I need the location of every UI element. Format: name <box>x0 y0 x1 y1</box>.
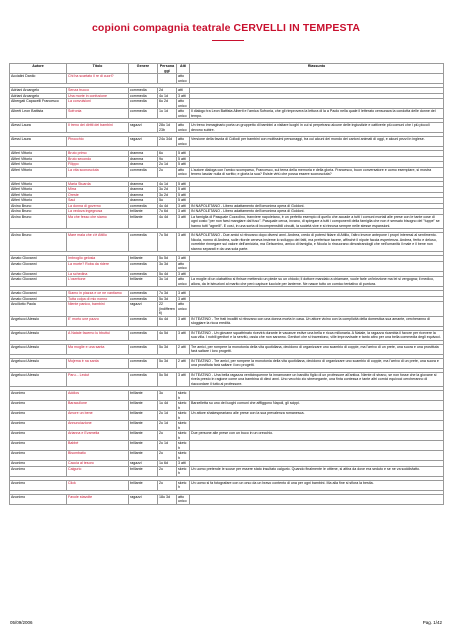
cell-acts: 3 atti <box>177 256 190 262</box>
cell-genre <box>129 74 158 84</box>
cell-title[interactable]: Il treno dei diritti dei bambini <box>67 123 129 133</box>
cell-author: Alfieri Vittorio <box>10 162 67 168</box>
cell-author: Anonimo <box>10 494 67 504</box>
cell-acts: 5 atti <box>177 151 190 157</box>
cell-acts: sketch <box>177 441 190 451</box>
cell-genre: commedia <box>129 344 158 354</box>
cell-acts: 5 atti <box>177 187 190 193</box>
cell-cast: 3u 2d <box>158 192 177 198</box>
cell-title[interactable]: Saul <box>67 198 129 204</box>
cell-summary: Un treno immaginario porta un gruppetto di bambini a visitare luoghi in cui si perpetrano alcune delle ingiustizie e cattiverie più comuni che i più piccoli devono subire. <box>190 123 444 133</box>
cell-cast: 2u <box>158 431 177 441</box>
page-title: copioni compagnia teatrale CERVELLI IN TEMPESTA <box>91 22 361 34</box>
cell-author: Angelucci Alessio <box>10 330 67 340</box>
cell-genre: brillante <box>129 209 158 215</box>
cell-cast: 5u 5d <box>158 256 177 262</box>
cell-genre: commedia <box>129 109 158 119</box>
cell-genre: dramma <box>129 192 158 198</box>
cell-genre: brillante <box>129 411 158 421</box>
cell-summary: Un attore shakespeariano alle prese con la sua prevalenza romanesca. <box>190 411 444 421</box>
cell-genre: brillante <box>129 466 158 476</box>
cell-genre: brillante <box>129 441 158 451</box>
cell-author: Anonimo <box>10 441 67 451</box>
cell-title[interactable]: A Natale facemo lu bbuttui <box>67 330 129 340</box>
cell-acts: sketch <box>177 451 190 461</box>
cell-genre: commedia <box>129 88 158 94</box>
cell-cast: 6u <box>158 151 177 157</box>
table-row <box>10 214 444 229</box>
cell-cast: 5u 3d <box>158 296 177 302</box>
cell-cast: 6u 4d <box>158 316 177 326</box>
table-row <box>10 316 444 326</box>
cell-genre: commedia <box>129 99 158 109</box>
cell-title[interactable]: Sofronia <box>67 109 129 119</box>
cell-summary <box>190 494 444 504</box>
cell-genre: commedia <box>129 358 158 368</box>
cell-summary: IN NAPOLETANO - Due amici si ritrovano dopo diversi anni. Andrea, credo di potersi fidare di Attilio, l'altro invece antepone i propri interessi al sentimento. Nicola, nonno di Andrea, sulle ritorde ceneva insieme lo sviluppo dei fatti, ma preferisce tacere, affinché il nipote faccia esperienza. Andrea, ferito e deluso, vorrebbe rinnegare sul valore dell'amicizia, ma Gelsomino, amico di famiglia, e Nicola lo rincuorano dimostrandogli che nell'umanità il male e il bene non stanno separati e da una sola parte. <box>190 233 444 252</box>
cell-author: Amato Giovanni <box>10 291 67 297</box>
column-header-genre: Genere <box>129 64 158 74</box>
cell-cast: 1u 4d <box>158 401 177 411</box>
table-row <box>10 344 444 354</box>
cell-cast: 2u <box>158 466 177 476</box>
table-row <box>10 74 444 84</box>
cell-title[interactable]: La convulsioni <box>67 99 129 109</box>
cell-genre: dramma <box>129 181 158 187</box>
cell-title[interactable]: Senza trucco <box>67 88 129 94</box>
cell-acts: 3 atti <box>177 93 190 99</box>
cell-summary: Un uomo si fa fotografare con un orso da un bravo contento di una per ogni bambini. Ma alla fine si sfiora la bestia. <box>190 480 444 490</box>
cell-genre: ragazzi <box>129 123 158 133</box>
cell-acts: atto unico <box>177 261 190 271</box>
cell-acts: 3 atti <box>177 330 190 340</box>
cell-title[interactable]: Chi ha scartato il re di cuori? <box>67 74 129 84</box>
cell-cast <box>158 74 177 84</box>
cell-cast: 3u 3d <box>158 261 177 271</box>
cell-cast: 4u 4d <box>158 203 177 209</box>
cell-cast: 18u 3d <box>158 494 177 504</box>
cell-cast: 1u 6d <box>158 461 177 467</box>
cell-acts: 5 atti <box>177 198 190 204</box>
cell-cast: 2u 1d <box>158 411 177 421</box>
table-row <box>10 480 444 490</box>
cell-cast: 4u 1d <box>158 93 177 99</box>
cell-genre: brillante <box>129 401 158 411</box>
table-row <box>10 277 444 287</box>
cell-summary: La famiglia di Pasquale Cozzolino, tranviere napoletano, è un perfetto esempio di quello che accade a tutti i comuni mortali alle prese con le tante cose di ogni costo "per non farsi mangiare dal fuso". Pasquale cerca, invano, di spiegare a tutti i componenti della famiglia che non è sensato bisogno del "tuppe" se hanno tutti "agnelli". E così, in una sorta di incomprensibili circuiti, la società vive e si rinnova sempre nelle stesse espansioni. <box>190 214 444 229</box>
cell-cast: 24u 34d <box>158 137 177 147</box>
column-header-title: Titolo <box>67 64 129 74</box>
cell-summary: Versione della favola di Collodi per bambini con moltissimi personaggi, tra cui alcuni dei mondo dei cartoni animati di oggi, e alcuni pezzi in inglese. <box>190 137 444 147</box>
cell-cast: 6u 2d <box>158 99 177 109</box>
cell-acts: 3 atti <box>177 372 190 387</box>
cell-title[interactable]: Ma che fesso che siamo <box>67 214 129 229</box>
cell-author: Amato Giovanni <box>10 256 67 262</box>
cell-title[interactable]: Oreste <box>67 192 129 198</box>
cell-author: Angelucci Alessio <box>10 316 67 326</box>
cell-summary <box>190 261 444 271</box>
cell-cast: 2u 1d <box>158 421 177 431</box>
cell-title[interactable]: La vedova ingegnosa <box>67 209 129 215</box>
cell-summary: IN TEATINO - Tre amici, per rompere la monotonia della vita quotidiana, decidono di organizzare uno scambio di coppie, ma l'arrivo di un prete, una suora e una prostituta farà saltare i loro progetti. <box>190 358 444 368</box>
cell-acts: atto unico <box>177 167 190 177</box>
table-body <box>10 74 444 505</box>
cell-summary: La moglie di un ciabattino si finisce mettendo un piede su un chiodo; il dottore mandato a chiamare, vuole farle un'iniezione ma lei si vergogna; il medico, allora, da le istruzioni al marito che però capisce lucciole per lanterne. Ne nasce tutto un comico tentativo di puntura. <box>190 277 444 287</box>
cell-cast: 2u <box>158 167 177 177</box>
cell-summary: IN TEATINO - Una bella ragazza venticinquenne fa innamorare un bandito figlio di un professore all'antica. Niente di strano, se non fosse che la giovane si rivela presto in ragione come una bambina di dieci anni. Uno vecchio zio sbrevegante, una finta contessa e tante altri comici equivoci cercheranno di riaccordare il tutto al professore. <box>190 372 444 387</box>
cell-title[interactable]: Bruto primo <box>67 151 129 157</box>
table-row <box>10 494 444 504</box>
cell-genre: dramma <box>129 162 158 168</box>
cell-title[interactable]: La schedina <box>67 271 129 277</box>
cell-author: Alfieri Vittorio <box>10 187 67 193</box>
cell-genre: commedia <box>129 167 158 177</box>
cell-author: Ancillotto Paola <box>10 302 67 317</box>
cell-title[interactable]: Niente panico, bambini <box>67 302 129 317</box>
cell-author: Anonimo <box>10 411 67 421</box>
cell-cast: 4u 4d <box>158 214 177 229</box>
cell-summary <box>190 74 444 84</box>
title-underline <box>212 40 244 41</box>
cell-author: Amato Giovanni <box>10 271 67 277</box>
cell-author: Anonimo <box>10 401 67 411</box>
cell-acts: atto unico <box>177 137 190 147</box>
cell-title[interactable]: Mirra <box>67 187 129 193</box>
cell-author: Alfieri Vittorio <box>10 151 67 157</box>
cell-author: Adriani Arcangelo <box>10 93 67 99</box>
cell-cast: 5u 3d <box>158 358 177 368</box>
cell-cast: 2u <box>158 480 177 490</box>
cell-title[interactable]: Mojema è na santa <box>67 358 129 368</box>
cell-title[interactable]: Filippo <box>67 162 129 168</box>
cell-cast: 2d <box>158 88 177 94</box>
cell-cast: 22 (indifferenti) <box>159 302 175 315</box>
catalog-table <box>9 63 444 505</box>
table-row <box>10 421 444 431</box>
cell-cast: 7u 3d <box>158 291 177 297</box>
cell-cast: 5u <box>158 198 177 204</box>
table-row <box>10 431 444 441</box>
table-row <box>10 123 444 133</box>
cell-title[interactable]: Bruto secondo <box>67 156 129 162</box>
cell-acts: atto unico <box>177 123 190 133</box>
column-header-author: Autore <box>10 64 67 74</box>
cell-title[interactable]: Maria Stuarda <box>67 181 129 187</box>
cell-author: Accialini Danilo <box>10 74 67 84</box>
cell-genre: brillante <box>129 451 158 461</box>
cell-author: Alessi Laura <box>10 137 67 147</box>
cell-acts: 5 atti <box>177 192 190 198</box>
cell-author: Anonimo <box>10 466 67 476</box>
cell-title[interactable]: Amore un bene <box>67 411 129 421</box>
cell-acts: atto unico <box>177 74 190 84</box>
table-row <box>10 99 444 109</box>
cell-cast: 2u 1d <box>158 162 177 168</box>
cell-author: Alvino Bruno <box>10 203 67 209</box>
cell-summary: Barzelletta su uno dei luoghi comuni che affliggono Napoli, gli scippi. <box>190 401 444 411</box>
cell-title[interactable]: Paru... Leciut <box>67 372 129 387</box>
cell-acts: 3 atti <box>177 214 190 229</box>
cell-title[interactable]: Favole stavolte <box>67 494 129 504</box>
table-row <box>10 167 444 177</box>
cell-acts: atto unico <box>177 494 190 504</box>
cell-genre: brillante <box>129 421 158 431</box>
cell-genre: commedia <box>129 291 158 297</box>
cell-genre: ragazzi <box>129 302 158 317</box>
cell-title[interactable]: Baracullone <box>67 401 129 411</box>
cell-cast: 5u 3d <box>158 344 177 354</box>
cell-genre: commedia <box>129 93 158 99</box>
table-row <box>10 391 444 401</box>
cell-genre: brillante <box>129 256 158 262</box>
table-header-row <box>10 64 444 74</box>
table-row <box>10 233 444 252</box>
cell-acts: sketch <box>177 411 190 421</box>
cell-author: Angelucci Alessio <box>10 358 67 368</box>
cell-acts: sketch <box>177 391 190 401</box>
cell-acts: 3 atti <box>177 316 190 326</box>
table-row <box>10 330 444 340</box>
cell-acts: atto unico <box>177 277 190 287</box>
table-row <box>10 466 444 476</box>
cell-author: Alfieri Vittorio <box>10 156 67 162</box>
cell-author: Amato Giovanni <box>10 261 67 271</box>
footer-date: 05/09/2006 <box>10 620 33 625</box>
cell-cast: 9u <box>158 156 177 162</box>
cell-author: Alfieri Vittorio <box>10 198 67 204</box>
cell-acts: 5 atti <box>177 156 190 162</box>
cell-author: Alvino Bruno <box>10 209 67 215</box>
cell-cast: 7u 5d <box>158 233 177 252</box>
cell-author: Amato Giovanni <box>10 277 67 287</box>
cell-acts: sketch <box>177 480 190 490</box>
cell-genre: brillante <box>129 277 158 287</box>
cell-author: Anonimo <box>10 421 67 431</box>
cell-summary <box>190 99 444 109</box>
cell-author: Adriani Arcangelo <box>10 88 67 94</box>
cell-title[interactable]: Ma moglie e una santa <box>67 344 129 354</box>
cell-summary <box>190 421 444 431</box>
cell-author: Angelucci Alessio <box>10 372 67 387</box>
cell-cast: 3u 1d <box>158 277 177 287</box>
cell-title[interactable]: Siamo in piazza e ce ne vantiamo <box>67 291 129 297</box>
cell-genre: brillante <box>129 480 158 490</box>
cell-author: Albergati Capacelli Francesco <box>10 99 67 109</box>
cell-acts: 3 atti <box>177 461 190 467</box>
cell-cast: 3u <box>158 391 177 401</box>
cell-author: Alfieri Vittorio <box>10 181 67 187</box>
cell-cast: 5u 5d <box>158 372 177 387</box>
cell-title[interactable]: E' morto une pazzo <box>67 316 129 326</box>
cell-title[interactable]: Caccia al tesoro <box>67 461 129 467</box>
cell-summary: L'autore dialoga con l'amico scomparso, Francesco, sul tema della memoria e della gloria. Francesco, buon conversatore e uomo esemplare, si mostra tenero lasciar nulla di scritto; e gloria la sua? Esiste virtù che possa essere sconosciuta? <box>190 167 444 177</box>
cell-summary: IN NAPOLETANO - Libero adattamento dell'omonima opera di Goldoni. <box>190 203 444 209</box>
cell-title[interactable]: Babbè <box>67 441 129 451</box>
cell-summary: Il dialogo tra Leon Battista Alberti e l'amica Sofronia, che gli rimprovera la lettura di la a Paolo nella quale il letterato censurava la condotta delle donne del tempo. <box>190 109 444 119</box>
cell-author: Anonimo <box>10 451 67 461</box>
cell-acts: sketch <box>177 401 190 411</box>
cell-genre: dramma <box>129 156 158 162</box>
cell-cast: 3u 2d <box>158 187 177 193</box>
cell-cast: 2u 1d <box>158 441 177 451</box>
cell-title[interactable]: Click <box>67 480 129 490</box>
cell-genre: ragazzi <box>129 494 158 504</box>
cell-title[interactable]: Imbroglio gelosia <box>67 256 129 262</box>
cell-acts: sketch <box>177 466 190 476</box>
cell-genre: commedia <box>129 271 158 277</box>
table-row <box>10 372 444 387</box>
cell-cast: 28u 1d 23b <box>158 123 177 133</box>
footer-page-number: Pag. 1/42 <box>422 620 442 625</box>
cell-summary: IN TEATINO - Tre frati incalliti si ritrovano con una donna morta in casa. Un attore vicino con la complicità della domestica sua amante, cercheranno di sloggiare la ricca eredità. <box>190 316 444 326</box>
column-header-summary: Riassunto <box>190 64 444 74</box>
cell-acts: 3 atti <box>177 291 190 297</box>
cell-cast: 5u 4d <box>158 271 177 277</box>
cell-title[interactable]: Arianna e Evamelia <box>67 431 129 441</box>
cell-title[interactable]: Bisombatio <box>67 451 129 461</box>
cell-genre: dramma <box>129 187 158 193</box>
cell-acts: atto unico <box>177 302 190 317</box>
table-row <box>10 358 444 368</box>
cell-cast: 2u <box>158 451 177 461</box>
cell-genre: commedia <box>129 203 158 209</box>
cell-author: Alvino Bruno <box>10 214 67 229</box>
cell-summary <box>190 391 444 401</box>
table-row <box>10 109 444 119</box>
cell-genre: brillante <box>129 431 158 441</box>
cell-title[interactable]: La vita sconosciuta <box>67 167 129 177</box>
cell-title[interactable]: La morte? Roba da ridere <box>67 261 129 271</box>
cell-genre: ragazzi <box>129 461 158 467</box>
cell-acts: 3 atti <box>177 209 190 215</box>
table-row <box>10 411 444 421</box>
cell-cast: 7u 6d <box>158 209 177 215</box>
cell-acts: 2 atti <box>177 344 190 354</box>
cell-title[interactable]: La donna di governo <box>67 203 129 209</box>
table-row <box>10 441 444 451</box>
cell-genre: commedia <box>129 296 158 302</box>
cell-title[interactable]: Annunciazione <box>67 421 129 431</box>
cell-cast: 1u 1d <box>158 109 177 119</box>
cell-summary: Due persone alle prese con un buco in un orecchio. <box>190 431 444 441</box>
cell-cast: 4u 1d <box>158 181 177 187</box>
table-row <box>10 401 444 411</box>
cell-title[interactable]: Addios <box>67 391 129 401</box>
cell-author: Anonimo <box>10 391 67 401</box>
cell-cast: 4u 5d <box>158 330 177 340</box>
cell-title[interactable]: L'oseritone <box>67 277 129 287</box>
table-row <box>10 451 444 461</box>
cell-acts: sketch <box>177 431 190 441</box>
cell-acts: 3 atti <box>177 271 190 277</box>
cell-genre: dramma <box>129 198 158 204</box>
cell-acts: 3 atti <box>177 233 190 252</box>
cell-acts: atto unico <box>177 109 190 119</box>
cell-author: Alfieri Vittorio <box>10 192 67 198</box>
cell-author: Anonimo <box>10 480 67 490</box>
cell-author: Amato Giovanni <box>10 296 67 302</box>
cell-summary: IN TEATINO - Un giovane squattrinato ricevirà durante le vacanze estive una bella e ricca milionaria. A Natale, la ragazza ricambia il favore per ricevere la sua villa. I nobili genitori e la servitù, ossia che non saranno. Genitori che si travestono, ville improvvisate e tanto altro per una bella commedia degli equivoci. <box>190 330 444 340</box>
cell-genre: commedia <box>129 372 158 387</box>
table-row <box>10 302 444 317</box>
cell-acts: 5 atti <box>177 162 190 168</box>
cell-acts: atto unico <box>177 99 190 109</box>
cell-author: Alberti Leon Battista <box>10 109 67 119</box>
cell-genre: brillante <box>129 214 158 229</box>
cell-author: Alvino Bruno <box>10 233 67 252</box>
cell-genre: brillante <box>129 391 158 401</box>
column-header-cast: Personaggi <box>158 64 177 74</box>
cell-acts: 3 atti <box>177 296 190 302</box>
cell-summary: IN NAPOLETANO - Libero adattamento dell'omonima opera di Goldoni. <box>190 209 444 215</box>
cell-acts: 2 atti <box>177 358 190 368</box>
cell-acts: sketch <box>177 421 190 431</box>
cell-title[interactable]: Una morte in confusione <box>67 93 129 99</box>
cell-title[interactable]: Pinocchio <box>67 137 129 147</box>
cell-title[interactable]: Mare mala che c'è Attilio <box>67 233 129 252</box>
cell-genre: ragazzi <box>129 137 158 147</box>
cell-author: Angelucci Alessio <box>10 344 67 354</box>
cell-acts: atti <box>177 88 190 94</box>
cell-acts: 3 atti <box>177 203 190 209</box>
table-row <box>10 137 444 147</box>
cell-acts: 5 atti <box>177 181 190 187</box>
cell-summary: Un uomo pretende le scuse per essere stato insultato calgurio. Quando finalmente le ottiene, si attira da dove era seduto e se ne va soddisfatto. <box>190 466 444 476</box>
cell-title[interactable]: Calgurio <box>67 466 129 476</box>
cell-summary <box>190 451 444 461</box>
cell-summary <box>190 302 444 317</box>
cell-author: Anonimo <box>10 461 67 467</box>
cell-genre: commedia <box>129 233 158 252</box>
cell-summary: Tre amici, per rompere la monotonia della vita quotidiana, decidono di organizzare uno scambio di coppie, ma l'arrivo di un prete, una suora e una prostituta farà saltare i loro progetti. <box>190 344 444 354</box>
cell-genre: commedia <box>129 330 158 340</box>
table-row <box>10 261 444 271</box>
cell-title[interactable]: Tutta colpa di mio nonno <box>67 296 129 302</box>
cell-author: Alessi Laura <box>10 123 67 133</box>
cell-summary <box>190 441 444 451</box>
cell-genre: commedia <box>129 261 158 271</box>
cell-genre: commedia <box>129 316 158 326</box>
column-header-acts: Atti <box>177 64 190 74</box>
cell-genre: dramma <box>129 151 158 157</box>
cell-author: Anonimo <box>10 431 67 441</box>
cell-author: Alfieri Vittorio <box>10 167 67 177</box>
